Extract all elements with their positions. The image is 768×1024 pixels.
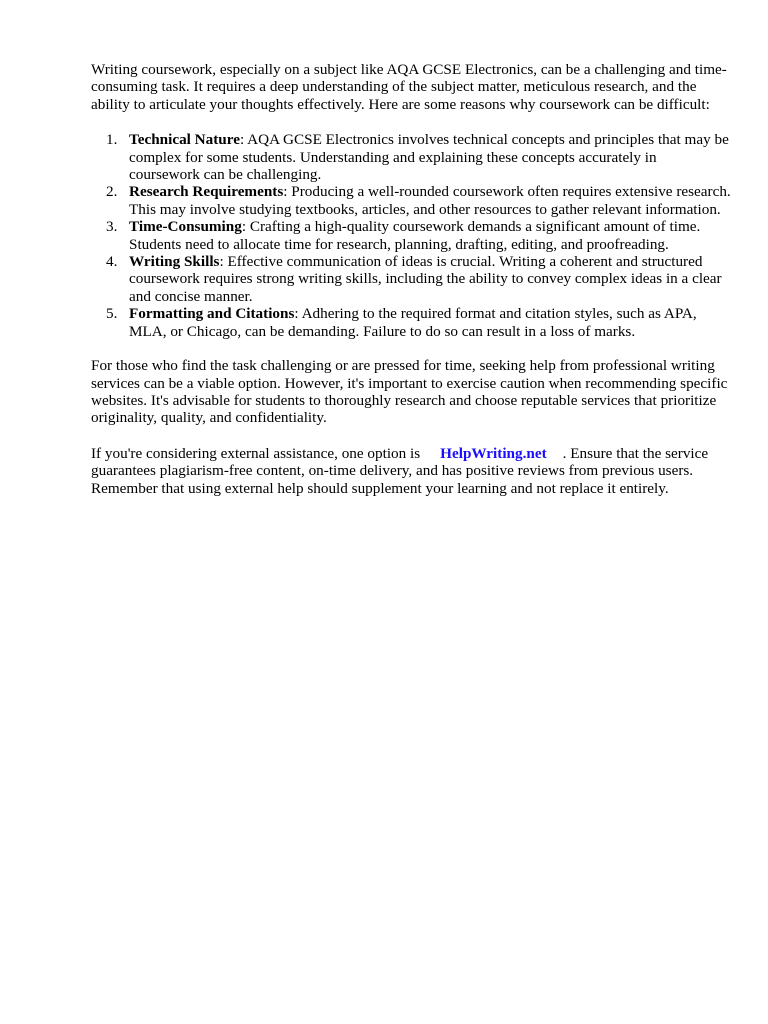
list-term: Writing Skills: [129, 253, 220, 271]
assistance-text-after: . Ensure that the service guarantees plagiarism-free content, on-time delivery, and has positive reviews from previous users. Remember that using external help should supplement your learning and not replace it entirely.: [91, 444, 709, 497]
list-text: Crafting a high-quality coursework demands a significant amount of time. Students need to allocate time for research, planning, drafting, editing, and proofreading.: [129, 218, 701, 253]
list-text: Adhering to the required format and citation styles, such as APA, MLA, or Chicago, can be demanding. Failure to do so can result in a loss of marks.: [129, 305, 697, 340]
list-number: 3.: [106, 218, 118, 236]
list-separator: :: [219, 253, 224, 271]
intro-paragraph: Writing coursework, especially on a subject like AQA GCSE Electronics, can be a challenging and time-consuming task. It requires a deep understanding of the subject matter, meticulous research, and the ability to articulate your thoughts effectively. Here are some reasons why coursework can be difficult:: [91, 61, 727, 113]
list-text: Effective communication of ideas is crucial. Writing a coherent and structured coursework requires strong writing skills, including the ability to convey complex ideas in a clear and concise manner.: [129, 253, 722, 305]
list-item: [106, 253, 731, 305]
list-separator: :: [241, 218, 247, 236]
helpwriting-link[interactable]: HelpWriting.net: [440, 444, 547, 462]
list-number: 5.: [106, 305, 118, 323]
list-number: 1.: [106, 131, 118, 149]
list-number: 4.: [106, 253, 118, 271]
list-separator: :: [283, 183, 288, 201]
reasons-list: [91, 131, 731, 340]
list-term: Formatting and Citations: [129, 305, 295, 323]
list-separator: :: [239, 131, 245, 149]
list-text: AQA GCSE Electronics involves technical concepts and principles that may be complex for some students. Understanding and explaining these concepts accurately in coursework can be challenging.: [129, 131, 729, 184]
list-separator: :: [294, 305, 299, 323]
list-item: [106, 183, 731, 218]
assistance-text-before: If you're considering external assistance, one option is: [91, 444, 421, 462]
list-text: Producing a well-rounded coursework often requires extensive research. This may involve studying textbooks, articles, and other resources to gather relevant information.: [129, 183, 731, 218]
list-item: [106, 305, 731, 340]
professional-help-paragraph: For those who find the task challenging or are pressed for time, seeking help from professional writing services can be a viable option. However, it's important to exercise caution when recommending specific websites. It's advisable for students to thoroughly research and choose reputable services that prioritize originality, quality, and confidentiality.: [91, 357, 728, 427]
external-assistance-paragraph: [91, 445, 731, 497]
list-number: 2.: [106, 183, 118, 201]
list-term: Research Requirements: [129, 183, 284, 201]
list-item: [106, 131, 731, 184]
list-item: [106, 218, 731, 253]
list-term: Technical Nature: [129, 131, 240, 149]
document-page: [91, 61, 731, 497]
list-term: Time-Consuming: [129, 218, 242, 236]
